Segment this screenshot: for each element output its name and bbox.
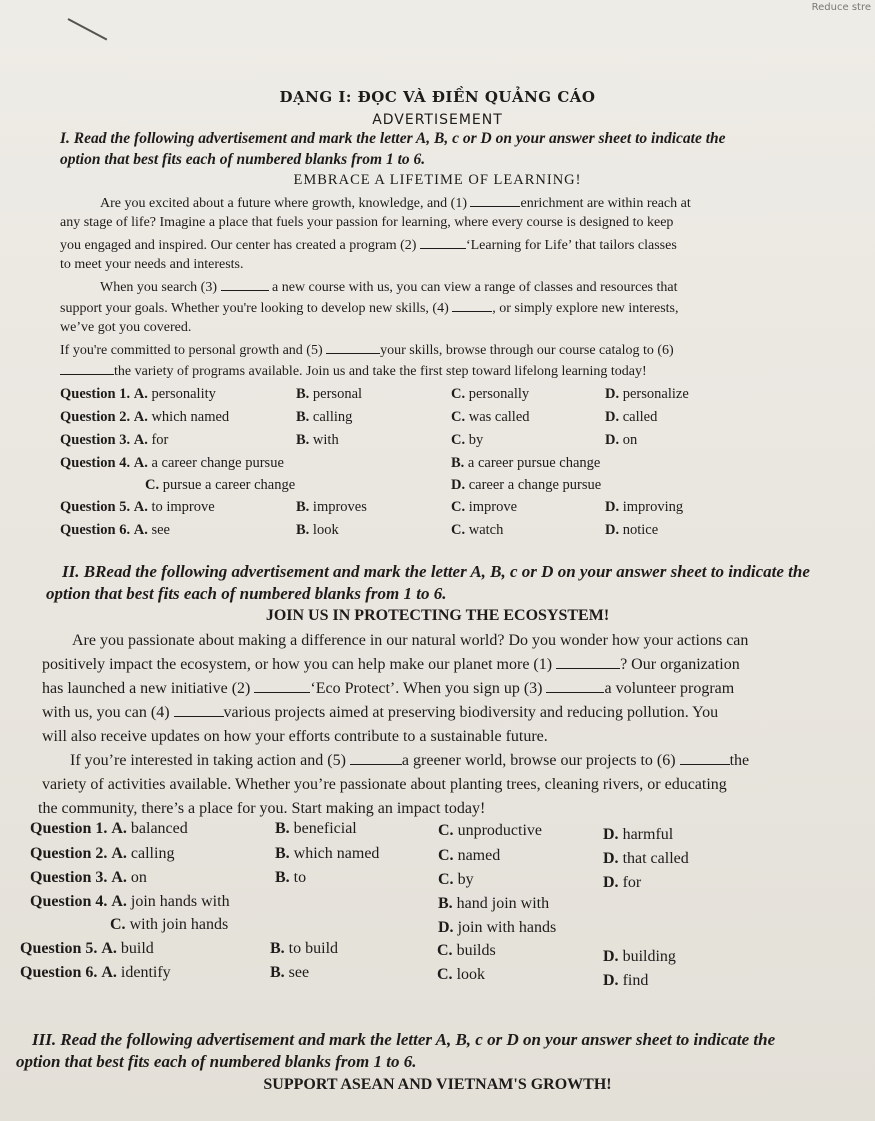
part1-q3-option-c[interactable]: C. by [451,432,484,448]
part1-q5-option-b[interactable]: B. improves [296,499,367,515]
part1-q4-option-c[interactable]: C. pursue a career change [145,477,296,493]
part2-q5-option-d[interactable]: D. building [603,948,676,965]
part2-instruction-line1: II. BRead the following advertisement and mark the letter A, B, c or D on your answer sheet to indicate the [62,562,810,581]
part2-text-line: If you’re interested in taking action and (5) a greener world, browse our projects to (6) the [70,752,750,769]
part1-text-line: Are you excited about a future where growth, knowledge, and (1) enrichment are within reach at [100,196,691,211]
part2-text-line: has launched a new initiative (2) ‘Eco Protect’. When you sign up (3) a volunteer program [42,680,735,697]
part2-title: JOIN US IN PROTECTING THE ECOSYSTEM! [265,607,610,624]
part2-question-2: Question 2. A. calling [30,845,175,862]
part2-text-line: positively impact the ecosystem, or how you can help make our planet more (1) ? Our organization [42,656,740,673]
part2-text-line: Are you passionate about making a difference in our natural world? Do you wonder how your actions can [72,632,749,649]
part2-q2-option-d[interactable]: D. that called [603,850,689,867]
part1-text-line: any stage of life? Imagine a place that fuels your passion for learning, where every course is designed to keep [60,215,674,230]
part1-q6-option-d[interactable]: D. notice [605,522,659,538]
part1-title: EMBRACE A LIFETIME OF LEARNING! [293,172,582,188]
part2-question-6: Question 6. A. identify [20,964,171,981]
part1-q5-option-d[interactable]: D. improving [605,499,684,515]
part1-text-line: If you're committed to personal growth and (5) your skills, browse through our course catalog to (6) [60,343,674,358]
advertisement-label: ADVERTISEMENT [372,112,503,128]
part2-q4-option-b[interactable]: B. hand join with [438,895,550,912]
part1-q6-option-c[interactable]: C. watch [451,522,504,538]
part2-q6-option-d[interactable]: D. find [603,972,649,989]
part2-q6-option-c[interactable]: C. look [437,966,486,983]
part2-q5-option-c[interactable]: C. builds [437,942,496,959]
part1-question-1: Question 1. A. personality [60,386,216,402]
part2-q3-option-c[interactable]: C. by [438,871,474,888]
part1-q1-option-d[interactable]: D. personalize [605,386,689,402]
part1-text-line: When you search (3) a new course with us, you can view a range of classes and resources that [100,280,678,295]
part3-title: SUPPORT ASEAN AND VIETNAM'S GROWTH! [263,1076,612,1093]
part2-q5-option-b[interactable]: B. to build [270,940,339,957]
part2-q4-option-c[interactable]: C. with join hands [110,916,229,933]
part1-text-line: to meet your needs and interests. [60,257,244,272]
part3-instruction-line1: III. Read the following advertisement and mark the letter A, B, c or D on your answer sheet to indicate the [32,1030,776,1049]
part1-q4-option-d[interactable]: D. career a change pursue [451,477,602,493]
part2-text-line: the community, there’s a place for you. Start making an impact today! [38,800,486,817]
part2-question-1: Question 1. A. balanced [30,820,188,837]
part1-instruction-line2: option that best fits each of numbered blanks from 1 to 6. [60,151,426,168]
part2-q1-option-c[interactable]: C. unproductive [438,822,542,839]
part2-q2-option-c[interactable]: C. named [438,847,501,864]
part2-q1-option-b[interactable]: B. beneficial [275,820,357,837]
part2-text-line: variety of activities available. Whether you’re passionate about planting trees, cleaning rivers, or educating [42,776,727,793]
part1-question-6: Question 6. A. see [60,522,170,538]
part1-instruction-line1: I. Read the following advertisement and mark the letter A, B, c or D on your answer sheet to indicate the [60,130,726,147]
part2-q3-option-d[interactable]: D. for [603,874,642,891]
part2-instruction-line2: option that best fits each of numbered blanks from 1 to 6. [46,584,447,603]
part2-question-5: Question 5. A. build [20,940,154,957]
part2-q1-option-d[interactable]: D. harmful [603,826,674,843]
part2-q4-option-d[interactable]: D. join with hands [438,919,557,936]
part2-question-3: Question 3. A. on [30,869,147,886]
part2-question-4: Question 4. A. join hands with [30,893,230,910]
part3-instruction-line2: option that best fits each of numbered blanks from 1 to 6. [16,1052,417,1071]
part1-question-5: Question 5. A. to improve [60,499,215,515]
part1-q4-option-b[interactable]: B. a career pursue change [451,455,601,471]
part1-question-4: Question 4. A. a career change pursue [60,455,284,471]
part1-question-3: Question 3. A. for [60,432,169,448]
part2-text-line: will also receive updates on how your efforts contribute to a sustainable future. [42,728,548,745]
part2-q2-option-b[interactable]: B. which named [275,845,380,862]
part1-q1-option-c[interactable]: C. personally [451,386,530,402]
pen-mark [68,18,108,40]
part2-text-line: with us, you can (4) various projects aimed at preserving biodiversity and reducing pollution. You [42,704,719,721]
section-heading: DẠNG I: ĐỌC VÀ ĐIỀN QUẢNG CÁO [279,88,596,106]
part1-question-2: Question 2. A. which named [60,409,230,425]
part1-text-line: we’ve got you covered. [60,320,192,335]
part1-q3-option-d[interactable]: D. on [605,432,638,448]
corner-note: Reduce stre [811,2,871,13]
part1-q1-option-b[interactable]: B. personal [296,386,363,402]
part1-q2-option-d[interactable]: D. called [605,409,658,425]
part1-q2-option-c[interactable]: C. was called [451,409,530,425]
part1-text-line: you engaged and inspired. Our center has created a program (2) ‘Learning for Life’ that tailors classes [60,238,677,253]
part1-text-line: support your goals. Whether you're looking to develop new skills, (4) , or simply explore new interests, [60,301,679,316]
part1-text-line: the variety of programs available. Join us and take the first step toward lifelong learning today! [60,362,647,380]
part1-q6-option-b[interactable]: B. look [296,522,339,538]
part1-q3-option-b[interactable]: B. with [296,432,339,448]
part1-q5-option-c[interactable]: C. improve [451,499,518,515]
part2-q3-option-b[interactable]: B. to [275,869,307,886]
part1-q2-option-b[interactable]: B. calling [296,409,353,425]
part2-q6-option-b[interactable]: B. see [270,964,310,981]
